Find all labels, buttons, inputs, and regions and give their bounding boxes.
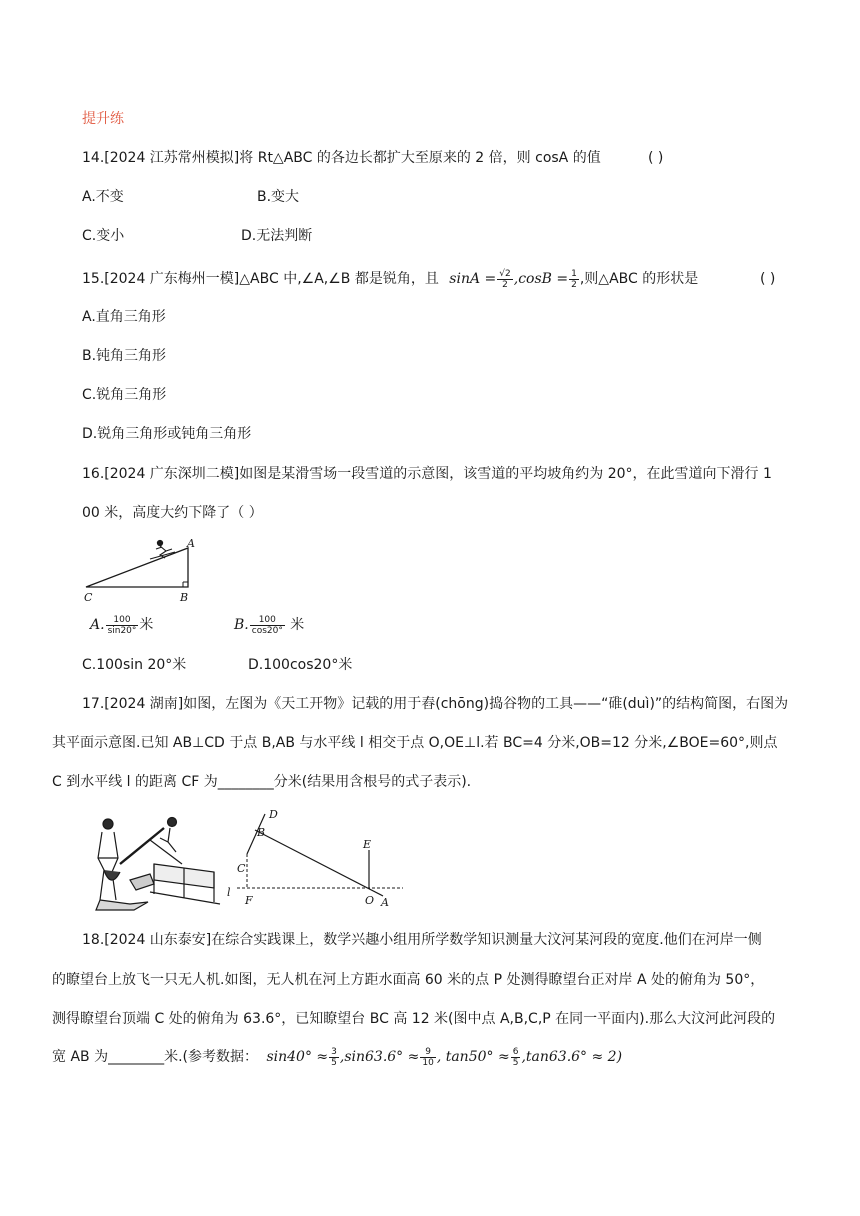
label-d: D [269,808,278,821]
q16-option-b [234,612,304,638]
q18-ref-sin40-num: 3 [331,1046,337,1057]
q18-stem-line1: 18.[2024 山东泰安]在综合实践课上，数学兴趣小组用所学数学知识测量大汶河某河段的宽度.他们在河岸一侧 [82,932,762,948]
q18-ref-sin636-fraction [420,1047,435,1068]
q14-option-d: D.无法判断 [241,228,313,244]
q16-option-a-fraction [106,615,139,636]
q15-option-c: C.锐角三角形 [82,387,167,403]
q18-ref-sin636-den: 10 [422,1057,434,1068]
label-a: A [187,537,195,550]
q15-option-d: D.锐角三角形或钝角三角形 [82,426,252,442]
q15-sina-fraction [497,269,512,290]
q15-cosb-den: 2 [571,279,577,290]
q18-stem-line2: 的瞭望台上放飞一只无人机.如图，无人机在河上方距水面高 60 米的点 P 处测得瞭望台正对岸 A 处的俯角为 50°， [52,972,765,988]
q16-option-b-num: 100 [250,615,285,626]
q17-stem-line1: 17.[2024 湖南]如图，左图为《天工开物》记载的用于舂(chōng)捣谷物的工具——“碓(duì)”的结构简图，右图为 [82,696,789,712]
q16-option-b-fraction [250,615,285,636]
q16-option-a-unit: 米 [139,617,154,633]
q15-stem-end: ,则△ABC 的形状是 [579,271,699,287]
q16-option-b-prefix: B. [234,617,249,633]
q16-stem-line2: 00 米，高度大约下降了（ ） [82,505,263,521]
q18-ref-sin40-fraction [329,1047,339,1068]
q14-option-c: C.变小 [82,228,125,244]
q15-sina-num: √2 [499,268,511,279]
q16-option-a [90,612,153,638]
label-c: C [237,862,246,875]
q18-ref-sin636: ,sin63.6° ≈ [339,1049,420,1065]
q15-stem-start: 15.[2024 广东梅州一模]△ABC 中,∠A,∠B 都是锐角，且 [82,271,439,287]
q18-stem-line4 [52,1042,622,1072]
label-o: O [365,894,375,907]
label-b: B [180,591,189,604]
q16-stem-line1: 16.[2024 广东深圳二模]如图是某滑雪场一段雪道的示意图，该雪道的平均坡角约为 20°，在此雪道向下滑行 1 [82,466,772,482]
section-title: 提升练 [82,111,124,127]
q16-option-a-num: 100 [106,615,139,626]
q15-stem [82,266,698,292]
q16-option-b-unit: 米 [285,617,305,633]
q15-cosb-fraction [569,269,579,290]
q16-option-c: C.100sin 20°米 [82,657,187,673]
skier-icon [150,540,175,559]
q14-stem: 14.[2024 江苏常州模拟]将 Rt△ABC 的各边长都扩大至原来的 2 倍，则 cosA 的值 [82,150,601,166]
label-l: l [227,886,231,899]
q18-ref-tan50-num: 6 [512,1046,519,1057]
q18-ref-tan50-den: 5 [512,1057,519,1068]
q16-option-a-den: sin20° [107,625,137,636]
q15-option-a: A.直角三角形 [82,309,166,325]
label-e: E [363,838,372,851]
q14-option-b: B.变大 [257,189,300,205]
q14-answer-paren: ( ) [648,150,664,166]
q18-stem-line4-start: 宽 AB 为________米.(参考数据： [52,1049,258,1065]
q16-option-b-den: cos20° [251,625,283,636]
q17-stem-line2: 其平面示意图.已知 AB⊥CD 于点 B,AB 与水平线 l 相交于点 O,OE⊥l.若 BC=4 分米,OB=12 分米,∠BOE=60°,则点 [52,735,778,751]
q15-answer-paren: ( ) [760,271,776,287]
q14-option-a: A.不变 [82,189,124,205]
pestle-illustration [90,812,230,916]
q18-ref-sin40-den: 5 [331,1057,337,1068]
pestle-plane-diagram [225,808,405,908]
q15-sina-label: sinA = [449,271,497,287]
q15-sina-den: 2 [502,279,508,290]
q17-stem-line3: C 到水平线 l 的距离 CF 为________分米(结果用含根号的式子表示). [52,774,472,790]
q15-option-b: B.钝角三角形 [82,348,167,364]
q18-ref-sin40: sin40° ≈ [266,1049,329,1065]
label-b: B [257,826,266,839]
ski-slope-figure [80,535,230,605]
label-a: A [381,896,389,908]
q15-cosb-num: 1 [571,268,577,279]
q18-ref-tan50: , tan50° ≈ [436,1049,510,1065]
q16-option-d: D.100cos20°米 [248,657,353,673]
q18-stem-line3: 测得瞭望台顶端 C 处的俯角为 63.6°，已知瞭望台 BC 高 12 米(图中点 A,B,C,P 在同一平面内).那么大汶河此河段的 [52,1011,776,1027]
label-f: F [245,894,253,907]
q15-cosb-label: ,cosB = [513,271,569,287]
q16-option-a-prefix: A. [90,617,105,633]
label-c: C [84,591,93,604]
q18-ref-tan636: ,tan63.6° ≈ 2) [521,1049,623,1065]
slope-triangle [86,548,188,587]
q18-ref-sin636-num: 9 [420,1047,435,1058]
q18-ref-tan50-fraction [511,1047,521,1068]
